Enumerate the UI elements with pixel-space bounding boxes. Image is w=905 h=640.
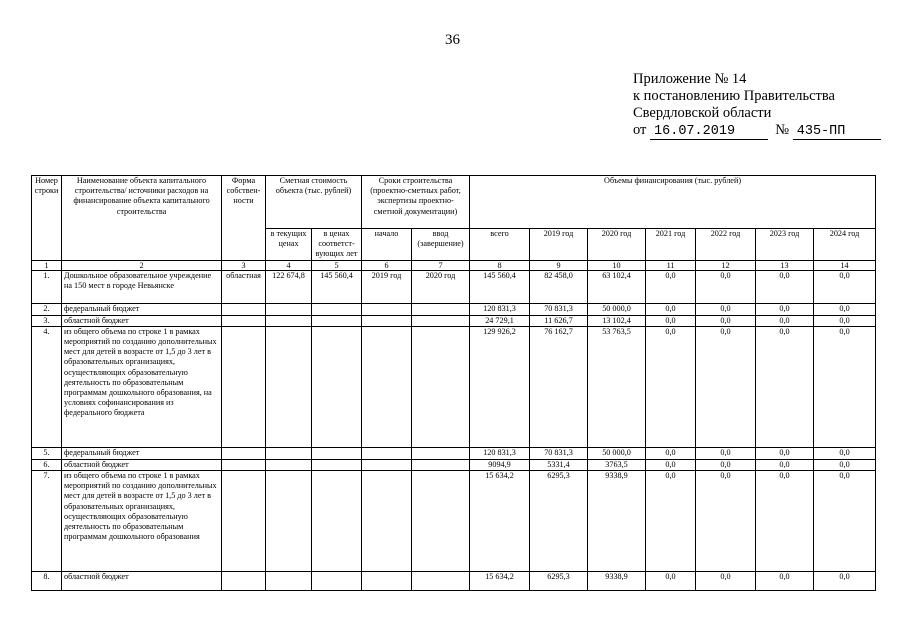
row-number-cell: 8.	[32, 572, 62, 591]
year-2023-cell: 0,0	[756, 572, 814, 591]
year-2020-cell: 9338,9	[588, 572, 646, 591]
year-2020-cell: 53 763,5	[588, 326, 646, 447]
ownership-cell	[222, 459, 266, 470]
term-end-cell	[412, 326, 470, 447]
year-2022-cell: 0,0	[696, 315, 756, 326]
column-number: 11	[646, 260, 696, 270]
year-2021-cell: 0,0	[646, 326, 696, 447]
year-2023-cell: 0,0	[756, 315, 814, 326]
ownership-cell	[222, 471, 266, 572]
total-cell: 129 926,2	[470, 326, 530, 447]
row-number-cell: 4.	[32, 326, 62, 447]
ownership-cell	[222, 447, 266, 459]
year-2020-cell: 50 000,0	[588, 303, 646, 315]
table-row	[32, 270, 876, 303]
cost-corresponding-cell	[312, 303, 362, 315]
financing-table	[31, 175, 876, 591]
year-2019-cell: 76 162,7	[530, 326, 588, 447]
cost-current-cell	[266, 315, 312, 326]
term-start-cell	[362, 303, 412, 315]
header-year-2022: 2022 год	[696, 229, 756, 261]
ownership-cell	[222, 326, 266, 447]
year-2021-cell: 0,0	[646, 315, 696, 326]
year-2024-cell: 0,0	[814, 459, 876, 470]
cost-corresponding-cell	[312, 326, 362, 447]
year-2024-cell: 0,0	[814, 572, 876, 591]
cost-corresponding-cell: 145 560,4	[312, 270, 362, 303]
cost-current-cell	[266, 447, 312, 459]
year-2024-cell: 0,0	[814, 326, 876, 447]
year-2020-cell: 50 000,0	[588, 447, 646, 459]
cost-current-cell	[266, 326, 312, 447]
header-year-2024: 2024 год	[814, 229, 876, 261]
header-row-main	[32, 176, 876, 229]
appendix-date-line	[633, 122, 893, 140]
row-number-cell: 3.	[32, 315, 62, 326]
term-end-cell	[412, 303, 470, 315]
year-2022-cell: 0,0	[696, 471, 756, 572]
table-row	[32, 447, 876, 459]
column-number: 8	[470, 260, 530, 270]
header-year-2021: 2021 год	[646, 229, 696, 261]
year-2022-cell: 0,0	[696, 572, 756, 591]
year-2020-cell: 3763,5	[588, 459, 646, 470]
year-2023-cell: 0,0	[756, 447, 814, 459]
cost-corresponding-cell	[312, 459, 362, 470]
header-year-2019: 2019 год	[530, 229, 588, 261]
year-2022-cell: 0,0	[696, 303, 756, 315]
term-start-cell	[362, 447, 412, 459]
header-financing: Объемы финансирования (тыс. рублей)	[470, 176, 876, 229]
term-end-cell	[412, 572, 470, 591]
year-2024-cell: 0,0	[814, 315, 876, 326]
year-2024-cell: 0,0	[814, 447, 876, 459]
year-2021-cell: 0,0	[646, 303, 696, 315]
table-row	[32, 326, 876, 447]
header-row-number: Номер строки	[32, 176, 62, 261]
year-2024-cell: 0,0	[814, 303, 876, 315]
term-start-cell	[362, 572, 412, 591]
cost-current-cell	[266, 471, 312, 572]
year-2023-cell: 0,0	[756, 326, 814, 447]
term-end-cell: 2020 год	[412, 270, 470, 303]
table-row	[32, 303, 876, 315]
column-number: 1	[32, 260, 62, 270]
year-2021-cell: 0,0	[646, 447, 696, 459]
header-ownership: Форма собствен-ности	[222, 176, 266, 261]
table-row	[32, 315, 876, 326]
number-prefix: №	[775, 122, 790, 138]
table-body	[32, 260, 876, 590]
term-start-cell	[362, 315, 412, 326]
total-cell: 120 831,3	[470, 303, 530, 315]
term-start-cell	[362, 459, 412, 470]
total-cell: 145 560,4	[470, 270, 530, 303]
year-2022-cell: 0,0	[696, 270, 756, 303]
cost-current-cell	[266, 303, 312, 315]
term-start-cell	[362, 471, 412, 572]
year-2022-cell: 0,0	[696, 326, 756, 447]
year-2024-cell: 0,0	[814, 270, 876, 303]
ownership-cell	[222, 315, 266, 326]
header-term-start: начало	[362, 229, 412, 261]
term-start-cell: 2019 год	[362, 270, 412, 303]
year-2023-cell: 0,0	[756, 270, 814, 303]
row-number-cell: 7.	[32, 471, 62, 572]
object-name-cell: из общего объема по строке 1 в рамках мероприятий по созданию дополнительных мест для детей в возрасте от 1,5 до 3 лет в образовательных организациях, осуществляющих образовательную деятельность по образовательным программам дошкольного образования, на условиях софинансирования из федерального бюджета	[62, 326, 222, 447]
year-2020-cell: 63 102,4	[588, 270, 646, 303]
column-number: 3	[222, 260, 266, 270]
table-row	[32, 459, 876, 470]
row-number-cell: 1.	[32, 270, 62, 303]
header-cost-current: в текущих ценах	[266, 229, 312, 261]
ownership-cell	[222, 572, 266, 591]
object-name-cell: областной бюджет	[62, 572, 222, 591]
total-cell: 15 634,2	[470, 572, 530, 591]
object-name-cell: федеральный бюджет	[62, 447, 222, 459]
cost-current-cell	[266, 572, 312, 591]
table-row	[32, 572, 876, 591]
term-end-cell	[412, 315, 470, 326]
object-name-cell: федеральный бюджет	[62, 303, 222, 315]
ownership-cell	[222, 303, 266, 315]
row-number-cell: 6.	[32, 459, 62, 470]
header-object-name: Наименование объекта капитального строительства/ источники расходов на финансирование объекта капитального строительства	[62, 176, 222, 261]
decree-date: 16.07.2019	[650, 124, 768, 140]
header-estimated-cost: Сметная стоимость объекта (тыс. рублей)	[266, 176, 362, 229]
year-2021-cell: 0,0	[646, 270, 696, 303]
term-end-cell	[412, 447, 470, 459]
cost-current-cell: 122 674,8	[266, 270, 312, 303]
cost-corresponding-cell	[312, 572, 362, 591]
row-number-cell: 5.	[32, 447, 62, 459]
appendix-decree: к постановлению Правительства	[633, 88, 835, 104]
year-2021-cell: 0,0	[646, 572, 696, 591]
year-2020-cell: 13 102,4	[588, 315, 646, 326]
page-number: 36	[445, 32, 460, 48]
column-number: 4	[266, 260, 312, 270]
object-name-cell: областной бюджет	[62, 459, 222, 470]
year-2023-cell: 0,0	[756, 303, 814, 315]
table-row	[32, 471, 876, 572]
header-terms: Сроки строительства (проектно-сметных работ, экспертизы проектно-сметной документации)	[362, 176, 470, 229]
header-term-end: ввод (завершение)	[412, 229, 470, 261]
appendix-region: Свердловской области	[633, 105, 772, 121]
term-start-cell	[362, 326, 412, 447]
appendix-title: Приложение № 14	[633, 71, 747, 87]
cost-corresponding-cell	[312, 471, 362, 572]
cost-corresponding-cell	[312, 447, 362, 459]
date-prefix: от	[633, 122, 647, 138]
year-2022-cell: 0,0	[696, 459, 756, 470]
year-2021-cell: 0,0	[646, 471, 696, 572]
year-2019-cell: 6295,3	[530, 572, 588, 591]
column-number: 5	[312, 260, 362, 270]
cost-current-cell	[266, 459, 312, 470]
year-2019-cell: 70 831,3	[530, 447, 588, 459]
total-cell: 15 634,2	[470, 471, 530, 572]
decree-number: 435-ПП	[793, 124, 881, 140]
header-cost-corresponding: в ценах соответст-вующих лет	[312, 229, 362, 261]
ownership-cell: областная	[222, 270, 266, 303]
column-number: 10	[588, 260, 646, 270]
cost-corresponding-cell	[312, 315, 362, 326]
column-number: 7	[412, 260, 470, 270]
column-number: 2	[62, 260, 222, 270]
header-year-2023: 2023 год	[756, 229, 814, 261]
year-2019-cell: 6295,3	[530, 471, 588, 572]
column-number: 6	[362, 260, 412, 270]
object-name-cell: областной бюджет	[62, 315, 222, 326]
year-2019-cell: 70 831,3	[530, 303, 588, 315]
year-2019-cell: 5331,4	[530, 459, 588, 470]
column-number: 12	[696, 260, 756, 270]
year-2021-cell: 0,0	[646, 459, 696, 470]
column-number: 13	[756, 260, 814, 270]
object-name-cell: из общего объема по строке 1 в рамках мероприятий по созданию дополнительных мест для детей в возрасте от 1,5 до 3 лет в образовательных организациях, осуществляющих образовательную деятельность по образовательным программам дошкольного образования	[62, 471, 222, 572]
year-2023-cell: 0,0	[756, 471, 814, 572]
year-2022-cell: 0,0	[696, 447, 756, 459]
column-number: 14	[814, 260, 876, 270]
total-cell: 24 729,1	[470, 315, 530, 326]
object-name-cell: Дошкольное образовательное учреждение на 150 мест в городе Невьянске	[62, 270, 222, 303]
column-number-row	[32, 260, 876, 270]
year-2020-cell: 9338,9	[588, 471, 646, 572]
column-number: 9	[530, 260, 588, 270]
term-end-cell	[412, 471, 470, 572]
year-2019-cell: 11 626,7	[530, 315, 588, 326]
year-2019-cell: 82 458,0	[530, 270, 588, 303]
header-total: всего	[470, 229, 530, 261]
row-number-cell: 2.	[32, 303, 62, 315]
total-cell: 9094,9	[470, 459, 530, 470]
appendix-block	[633, 71, 893, 140]
year-2023-cell: 0,0	[756, 459, 814, 470]
year-2024-cell: 0,0	[814, 471, 876, 572]
total-cell: 120 831,3	[470, 447, 530, 459]
term-end-cell	[412, 459, 470, 470]
header-year-2020: 2020 год	[588, 229, 646, 261]
